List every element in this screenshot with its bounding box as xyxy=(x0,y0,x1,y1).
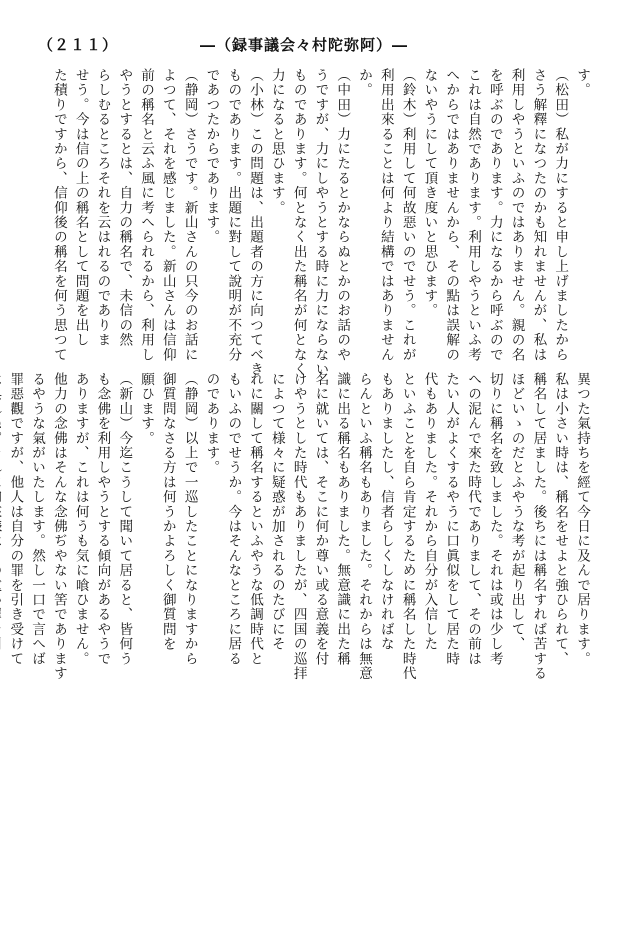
text-column: であつたからであります。 xyxy=(203,68,220,245)
text-column: らしむるところそれを云はれるのでありま xyxy=(94,68,111,348)
text-column: 前の稱名と云ふ風に考へられるから、利用し xyxy=(138,68,155,362)
text-column: た積りですから、信仰後の稱名を何う思つて xyxy=(50,68,67,362)
upper-text-block xyxy=(20,68,592,377)
text-column: によつて様々に疑惑が加されるのたびにそ xyxy=(268,372,285,652)
text-column: か。 xyxy=(356,68,373,98)
text-column: うですが、力にしやうとする時に力にならない xyxy=(312,68,329,377)
text-column: （新山）今迄こうして聞いて居ると、皆何う xyxy=(116,372,133,666)
text-column: 私は小さい時は、稱名をせよと強ひられて、 xyxy=(552,372,569,666)
text-column: （小林）この問題は、出題者の方に向つてべき xyxy=(247,68,264,377)
text-column: への泥んで來た時代でありまして、その前は xyxy=(465,372,482,666)
text-column: もありましたし、信者らしくしなければな xyxy=(377,372,394,652)
text-column: 切りに稱名を致しました。それは或は少し考 xyxy=(486,372,503,666)
text-column: ものであります。何となく出た稱名が何となく xyxy=(290,68,307,377)
text-column: ものであります。出題に對して說明が不充分 xyxy=(225,68,242,362)
text-column: 罪惡觀ですが、他人は自分の罪を引き受けて xyxy=(7,372,24,666)
text-column xyxy=(0,372,3,912)
text-column: 代もありました。それから自分が入信した xyxy=(421,372,438,652)
text-column: 力になると思ひます。 xyxy=(268,68,285,215)
text-column: 他力の念佛はそんな念佛ぢやない筈であります xyxy=(50,372,67,681)
lower-text-block xyxy=(7,372,592,912)
text-column: やうとするとは、自力の稱名で、未信の然 xyxy=(116,68,133,348)
text-column: けやうとした時代もありましたが、四国の巡拝 xyxy=(290,372,307,681)
text-column: へからではありませんから、その點は誤解の xyxy=(443,68,460,362)
text-column: れに關して稱名するといふやうな低調時代と xyxy=(247,372,264,666)
text-column: ありますが、これは何うも気に喰ひません。 xyxy=(72,372,89,666)
text-column: るやうな氣がいたします。然し一口で言へば xyxy=(29,372,46,666)
text-column: （鈴木）利用して何故惡いのでせう。これが xyxy=(399,68,416,362)
text-column: を呼ぶのであります。力になるから呼ぶので xyxy=(486,68,503,362)
text-column: 利用しやうといふのではありません。親の名 xyxy=(508,68,525,362)
text-column: もいふのでせうか。今はそんなところに居る xyxy=(225,372,242,666)
text-column: （中田）力にたるとかならぬとかのお話のや xyxy=(334,68,351,362)
text-column: ないやうにして頂き度いと思ひます。 xyxy=(421,68,438,318)
text-column: せう。今は信の上の稱名として問題を出し xyxy=(72,68,89,348)
text-column: （松田）私が力にすると申し上げましたから xyxy=(552,68,569,362)
running-title: ―（録事議会々村陀弥阿）― xyxy=(200,36,409,54)
text-column: 稱名して居ました。後ちには稱名すれば苦する xyxy=(530,372,547,681)
text-column: よつて、それを感じました。新山さんは信仰 xyxy=(159,68,176,362)
text-column: 名に就いては、そこに何か尊い或る意義を付 xyxy=(312,372,329,666)
text-column: 識に出る稱名もありました。無意識に出た稱 xyxy=(334,372,351,666)
text-column: ほどいゝのだとふやうな考が起り出して、 xyxy=(508,372,525,652)
text-column: さう解釋になつたのかも知れませんが、私は xyxy=(530,68,547,362)
text-column: 願ひます。 xyxy=(138,372,155,446)
page-header xyxy=(0,32,618,58)
text-column: 異つた氣持ちを經て今日に及んで居ります。 xyxy=(574,372,590,666)
text-column: 御質問なさる方は何うかよろしく御質問を xyxy=(159,372,176,652)
text-column: （静岡）さうです。新山さんの只今のお話に xyxy=(181,68,198,362)
text-column: たい人がよくするやうに口眞似をして居た時 xyxy=(443,372,460,666)
text-column: （静岡）以上で一巡したことになりますから xyxy=(181,372,198,666)
text-column: 利用出來ることは何より結構ではありません xyxy=(377,68,394,362)
text-column: これは自然であります。利用しやうといふ考 xyxy=(465,68,482,362)
page-number: （２１１） xyxy=(38,36,119,54)
text-column: す。 xyxy=(574,68,590,98)
text-column: も念佛を利用しやうとする傾向があるやうで xyxy=(94,372,111,666)
text-column: らんといふ稱名もありました。それからは無意 xyxy=(356,372,373,681)
text-column: といふことを自ら肯定するために稱名した時代 xyxy=(399,372,416,681)
text-column: のであります。 xyxy=(203,372,220,475)
